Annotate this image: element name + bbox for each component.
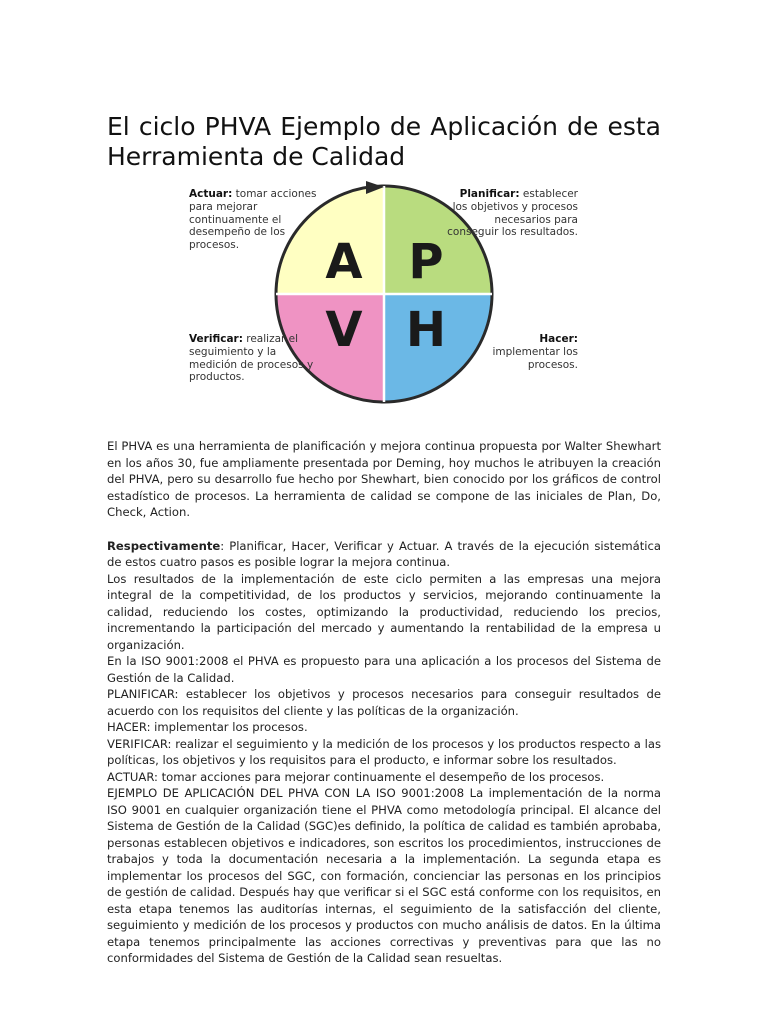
paragraph-respectivamente [107, 538, 661, 571]
paragraph-hacer: HACER: implementar los procesos. [107, 720, 308, 734]
label-actuar-title: Actuar: [189, 188, 233, 200]
title-word: de [389, 112, 422, 141]
paragraph-bold-lead: Respectivamente [107, 538, 221, 553]
title-word: ciclo [138, 112, 196, 141]
label-hacer-title: Hacer: [539, 333, 578, 345]
title-word: esta [607, 112, 661, 141]
label-verificar-text: realizar el seguimiento y la medición de procesos y productos. [189, 333, 314, 384]
letter-a: A [325, 234, 363, 290]
phva-cycle-diagram [180, 178, 600, 410]
letter-v: V [325, 302, 363, 358]
label-actuar [189, 188, 319, 252]
label-verificar-title: Verificar: [189, 333, 243, 345]
label-hacer [448, 333, 578, 371]
title-word: El [107, 112, 130, 141]
label-planificar-title: Planificar: [459, 188, 520, 200]
title-word: de [567, 112, 599, 141]
paragraph-results: Los resultados de la implementación de este ciclo permiten a las empresas una mejora integral de la competitividad, de los productos y servicios, mejorando continuamente la calidad, reduciendo los costes, optimizando la productividad, reduciendo los precios, incrementando la participación del mercado y aumentando la rentabilidad de la empresa u organización. [107, 571, 661, 652]
title-line-1 [107, 112, 661, 142]
paragraph-verificar: VERIFICAR: realizar el seguimiento y la medición de los procesos y los productos respecto a las políticas, los objetivos y los requisitos para el producto, e informar sobre los resultados. [107, 736, 661, 767]
label-planificar [443, 188, 578, 239]
paragraph-planificar: PLANIFICAR: establecer los objetivos y procesos necesarios para conseguir resultados de acuerdo con los requisitos del cliente y las políticas de la organización. [107, 687, 661, 718]
letter-h: H [405, 302, 447, 358]
paragraph-intro: El PHVA es una herramienta de planificación y mejora continua propuesta por Walter Shewhart en los años 30, fue ampliamente presentada por Deming, hoy muchos le atribuyen la creación del PHVA, pero su desarrollo fue hecho por Shewhart, bien conocido por los gráficos de control estadístico de procesos. La herramienta de calidad se compone de las iniciales de Plan, Do, Check, Action. [107, 439, 661, 519]
label-actuar-text: tomar acciones para mejorar continuamente el desempeño de los procesos. [189, 188, 317, 252]
letter-p: P [408, 234, 444, 290]
title-word: Aplicación [430, 112, 558, 141]
paragraph-ejemplo: EJEMPLO DE APLICACIÓN DEL PHVA CON LA ISO 9001:2008 La implementación de la norma ISO 9001 en cualquier organización tiene el PHVA como metodología principal. El alcance del Sistema de Gestión de la Calidad (SGC)es definido, la política de calidad es también aprobaba, personas establecen objetivos e indicadores, son escritos los procedimientos, instrucciones de trabajos y toda la documentación necesaria a la implementación. La segunda etapa es implementar los procesos del SGC, con formación, concienciar las personas en los principios de gestión de calidad. Después hay que verificar si el SGC está conforme con los requisitos, en esta etapa tenemos las auditorías internas, el seguimiento de la satisfacción del cliente, seguimiento y medición de los procesos y productos con mucho análisis de datos. En la última etapa tenemos principalmente las acciones correctivas y preventivas para que las no conformidades del Sistema de Gestión de la Calidad sean resueltas. [107, 786, 661, 965]
label-planificar-text: establecer los objetivos y procesos necesarios para conseguir los resultados. [447, 188, 578, 239]
paragraph-actuar: ACTUAR: tomar acciones para mejorar continuamente el desempeño de los procesos. [107, 769, 605, 784]
paragraph-rest: : Planificar, Hacer, Verificar y Actuar. A través de la ejecución sistemática de estos cuatro pasos es posible lograr la mejora continua. [107, 538, 661, 569]
label-hacer-text: implementar los procesos. [492, 345, 578, 371]
title-word: Ejemplo [280, 112, 381, 141]
paragraph-iso: En la ISO 9001:2008 el PHVA es propuesto para una aplicación a los procesos del Sistema de Gestión de la Calidad. [107, 654, 661, 685]
title-line-2: Herramienta de Calidad [107, 142, 406, 171]
body-text [107, 438, 661, 967]
page-title [107, 112, 661, 172]
title-word: PHVA [204, 112, 272, 141]
label-verificar [189, 333, 319, 384]
